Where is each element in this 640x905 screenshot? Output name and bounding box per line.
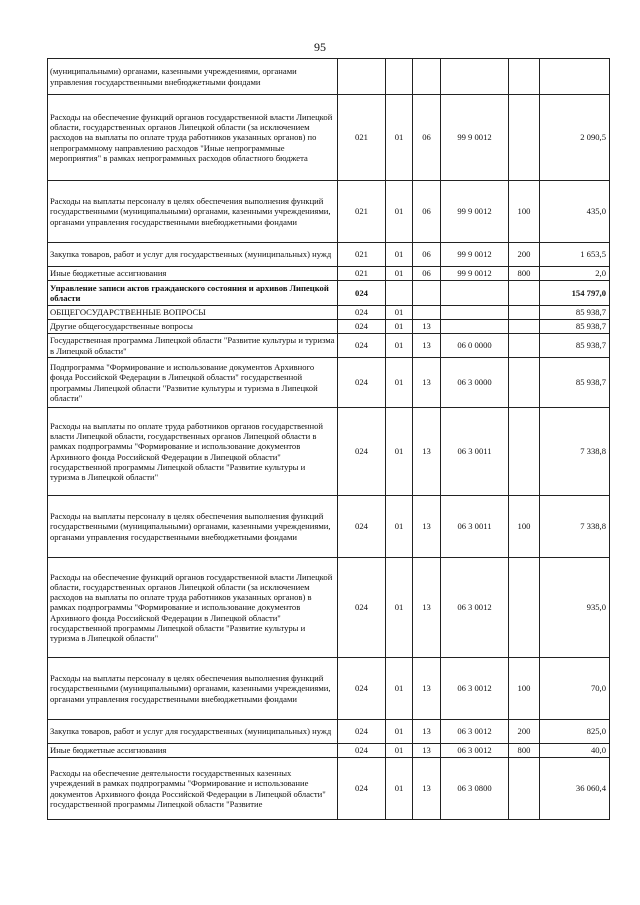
row-amount: 85 938,7 — [540, 358, 610, 408]
table-row — [48, 496, 610, 558]
row-subsection: 06 — [413, 95, 441, 181]
budget-table — [47, 58, 610, 820]
row-section — [386, 281, 413, 306]
row-section: 01 — [386, 758, 413, 820]
row-expense-type — [509, 306, 540, 320]
table-row — [48, 758, 610, 820]
row-section: 01 — [386, 408, 413, 496]
row-ministry-code: 024 — [338, 496, 386, 558]
table-row — [48, 243, 610, 267]
row-section: 01 — [386, 720, 413, 744]
row-subsection: 13 — [413, 408, 441, 496]
row-subsection: 13 — [413, 658, 441, 720]
row-subsection: 13 — [413, 358, 441, 408]
row-target-article — [441, 281, 509, 306]
row-subsection: 06 — [413, 267, 441, 281]
row-section: 01 — [386, 334, 413, 358]
row-description: Управление записи актов гражданского состояния и архивов Липецкой области — [48, 281, 338, 306]
row-description: Расходы на обеспечение деятельности государственных казенных учреждений в рамках подпрограммы "Формирование и использование документов Архивного фонда Российской Федерации в Липецкой области" государственной программы Липецкой области "Развитие — [48, 758, 338, 820]
row-expense-type — [509, 558, 540, 658]
row-description: Другие общегосударственные вопросы — [48, 320, 338, 334]
row-subsection: 13 — [413, 334, 441, 358]
row-target-article: 06 3 0012 — [441, 558, 509, 658]
row-amount: 7 338,8 — [540, 408, 610, 496]
row-amount: 935,0 — [540, 558, 610, 658]
row-expense-type — [509, 334, 540, 358]
row-section — [386, 59, 413, 95]
row-description: Расходы на обеспечение функций органов государственной власти Липецкой области, государственных органов Липецкой области (за исключением расходов на выплаты по оплате труда работников указанных органов) в рамках подпрограммы "Формирование и использование документов Архивного фонда Российской Федерации в Липецкой области" государственной программы Липецкой области "Развитие культуры и туризма в Липецкой области" — [48, 558, 338, 658]
row-description: Закупка товаров, работ и услуг для государственных (муниципальных) нужд — [48, 243, 338, 267]
row-subsection — [413, 306, 441, 320]
row-ministry-code: 024 — [338, 320, 386, 334]
row-subsection: 06 — [413, 243, 441, 267]
row-target-article — [441, 59, 509, 95]
row-amount: 70,0 — [540, 658, 610, 720]
row-ministry-code: 021 — [338, 181, 386, 243]
row-section: 01 — [386, 95, 413, 181]
row-section: 01 — [386, 181, 413, 243]
row-expense-type — [509, 758, 540, 820]
row-amount — [540, 59, 610, 95]
row-section: 01 — [386, 267, 413, 281]
row-amount: 40,0 — [540, 744, 610, 758]
row-expense-type — [509, 59, 540, 95]
row-description: (муниципальными) органами, казенными учреждениями, органами управления государственными внебюджетными фондами — [48, 59, 338, 95]
row-description: Расходы на выплаты персоналу в целях обеспечения выполнения функций государственными (муниципальными) органами, казенными учреждениями, органами управления государственными внебюджетными фондами — [48, 496, 338, 558]
row-amount: 154 797,0 — [540, 281, 610, 306]
row-subsection: 13 — [413, 758, 441, 820]
row-description: Иные бюджетные ассигнования — [48, 744, 338, 758]
row-subsection: 06 — [413, 181, 441, 243]
row-expense-type — [509, 408, 540, 496]
table-row — [48, 281, 610, 306]
row-section: 01 — [386, 744, 413, 758]
row-ministry-code: 021 — [338, 267, 386, 281]
table-row — [48, 658, 610, 720]
row-ministry-code: 024 — [338, 408, 386, 496]
row-target-article: 99 9 0012 — [441, 243, 509, 267]
row-target-article: 06 3 0011 — [441, 496, 509, 558]
row-description: Расходы на выплаты по оплате труда работников органов государственной власти Липецкой области, государственных органов Липецкой области в рамках подпрограммы "Формирование и использование документов Архивного фонда Российской Федерации в Липецкой области" государственной программы Липецкой области "Развитие культуры и туризма в Липецкой области" — [48, 408, 338, 496]
row-expense-type: 100 — [509, 658, 540, 720]
row-expense-type — [509, 358, 540, 408]
row-amount: 2,0 — [540, 267, 610, 281]
row-subsection: 13 — [413, 558, 441, 658]
row-amount: 85 938,7 — [540, 320, 610, 334]
row-section: 01 — [386, 243, 413, 267]
row-target-article: 06 3 0800 — [441, 758, 509, 820]
row-section: 01 — [386, 558, 413, 658]
row-target-article: 99 9 0012 — [441, 95, 509, 181]
row-ministry-code: 024 — [338, 281, 386, 306]
row-ministry-code: 024 — [338, 744, 386, 758]
row-amount: 825,0 — [540, 720, 610, 744]
row-ministry-code: 024 — [338, 558, 386, 658]
row-section: 01 — [386, 658, 413, 720]
row-target-article: 99 9 0012 — [441, 267, 509, 281]
row-amount: 7 338,8 — [540, 496, 610, 558]
row-amount: 1 653,5 — [540, 243, 610, 267]
row-ministry-code: 024 — [338, 720, 386, 744]
row-section: 01 — [386, 496, 413, 558]
table-row — [48, 59, 610, 95]
row-target-article: 06 3 0000 — [441, 358, 509, 408]
row-subsection: 13 — [413, 496, 441, 558]
row-description: Государственная программа Липецкой области "Развитие культуры и туризма в Липецкой области" — [48, 334, 338, 358]
row-subsection: 13 — [413, 320, 441, 334]
table-row — [48, 267, 610, 281]
row-expense-type: 100 — [509, 181, 540, 243]
row-amount: 85 938,7 — [540, 334, 610, 358]
row-target-article — [441, 320, 509, 334]
table-row — [48, 334, 610, 358]
row-description: Расходы на выплаты персоналу в целях обеспечения выполнения функций государственными (муниципальными) органами, казенными учреждениями, органами управления государственными внебюджетными фондами — [48, 181, 338, 243]
row-section: 01 — [386, 320, 413, 334]
row-section: 01 — [386, 358, 413, 408]
row-expense-type — [509, 95, 540, 181]
row-target-article: 06 3 0011 — [441, 408, 509, 496]
table-row — [48, 744, 610, 758]
row-expense-type: 200 — [509, 243, 540, 267]
table-row — [48, 558, 610, 658]
row-expense-type: 100 — [509, 496, 540, 558]
row-target-article: 99 9 0012 — [441, 181, 509, 243]
row-description: ОБЩЕГОСУДАРСТВЕННЫЕ ВОПРОСЫ — [48, 306, 338, 320]
row-expense-type — [509, 320, 540, 334]
row-ministry-code: 024 — [338, 334, 386, 358]
row-ministry-code: 021 — [338, 243, 386, 267]
row-description: Закупка товаров, работ и услуг для государственных (муниципальных) нужд — [48, 720, 338, 744]
row-amount: 2 090,5 — [540, 95, 610, 181]
row-target-article: 06 3 0012 — [441, 744, 509, 758]
row-ministry-code: 024 — [338, 358, 386, 408]
row-amount: 435,0 — [540, 181, 610, 243]
table-row — [48, 720, 610, 744]
row-description: Расходы на обеспечение функций органов государственной власти Липецкой области, государственных органов Липецкой области (за исключением расходов на выплаты по оплате труда работников указанных органов) по непрограммному направлению расходов "Иные непрограммные мероприятия" в рамках непрограммных расходов областного бюджета — [48, 95, 338, 181]
row-description: Иные бюджетные ассигнования — [48, 267, 338, 281]
row-amount: 36 060,4 — [540, 758, 610, 820]
row-expense-type: 800 — [509, 267, 540, 281]
row-target-article: 06 0 0000 — [441, 334, 509, 358]
table-row — [48, 95, 610, 181]
row-ministry-code: 024 — [338, 758, 386, 820]
table-body — [48, 59, 610, 820]
table-row — [48, 408, 610, 496]
row-description: Расходы на выплаты персоналу в целях обеспечения выполнения функций государственными (муниципальными) органами, казенными учреждениями, органами управления государственными внебюджетными фондами — [48, 658, 338, 720]
row-subsection: 13 — [413, 720, 441, 744]
row-ministry-code: 021 — [338, 95, 386, 181]
table-row — [48, 320, 610, 334]
row-amount: 85 938,7 — [540, 306, 610, 320]
row-expense-type: 800 — [509, 744, 540, 758]
page-number: 95 — [314, 40, 326, 54]
row-subsection — [413, 59, 441, 95]
row-target-article: 06 3 0012 — [441, 658, 509, 720]
table-row — [48, 306, 610, 320]
row-expense-type: 200 — [509, 720, 540, 744]
row-target-article — [441, 306, 509, 320]
row-section: 01 — [386, 306, 413, 320]
row-target-article: 06 3 0012 — [441, 720, 509, 744]
table-row — [48, 358, 610, 408]
row-ministry-code: 024 — [338, 658, 386, 720]
row-subsection: 13 — [413, 744, 441, 758]
table-row — [48, 181, 610, 243]
row-subsection — [413, 281, 441, 306]
row-description: Подпрограмма "Формирование и использование документов Архивного фонда Российской Федерации в Липецкой области" государственной программы Липецкой области "Развитие культуры и туризма в Липецкой области" — [48, 358, 338, 408]
row-expense-type — [509, 281, 540, 306]
row-ministry-code — [338, 59, 386, 95]
row-ministry-code: 024 — [338, 306, 386, 320]
